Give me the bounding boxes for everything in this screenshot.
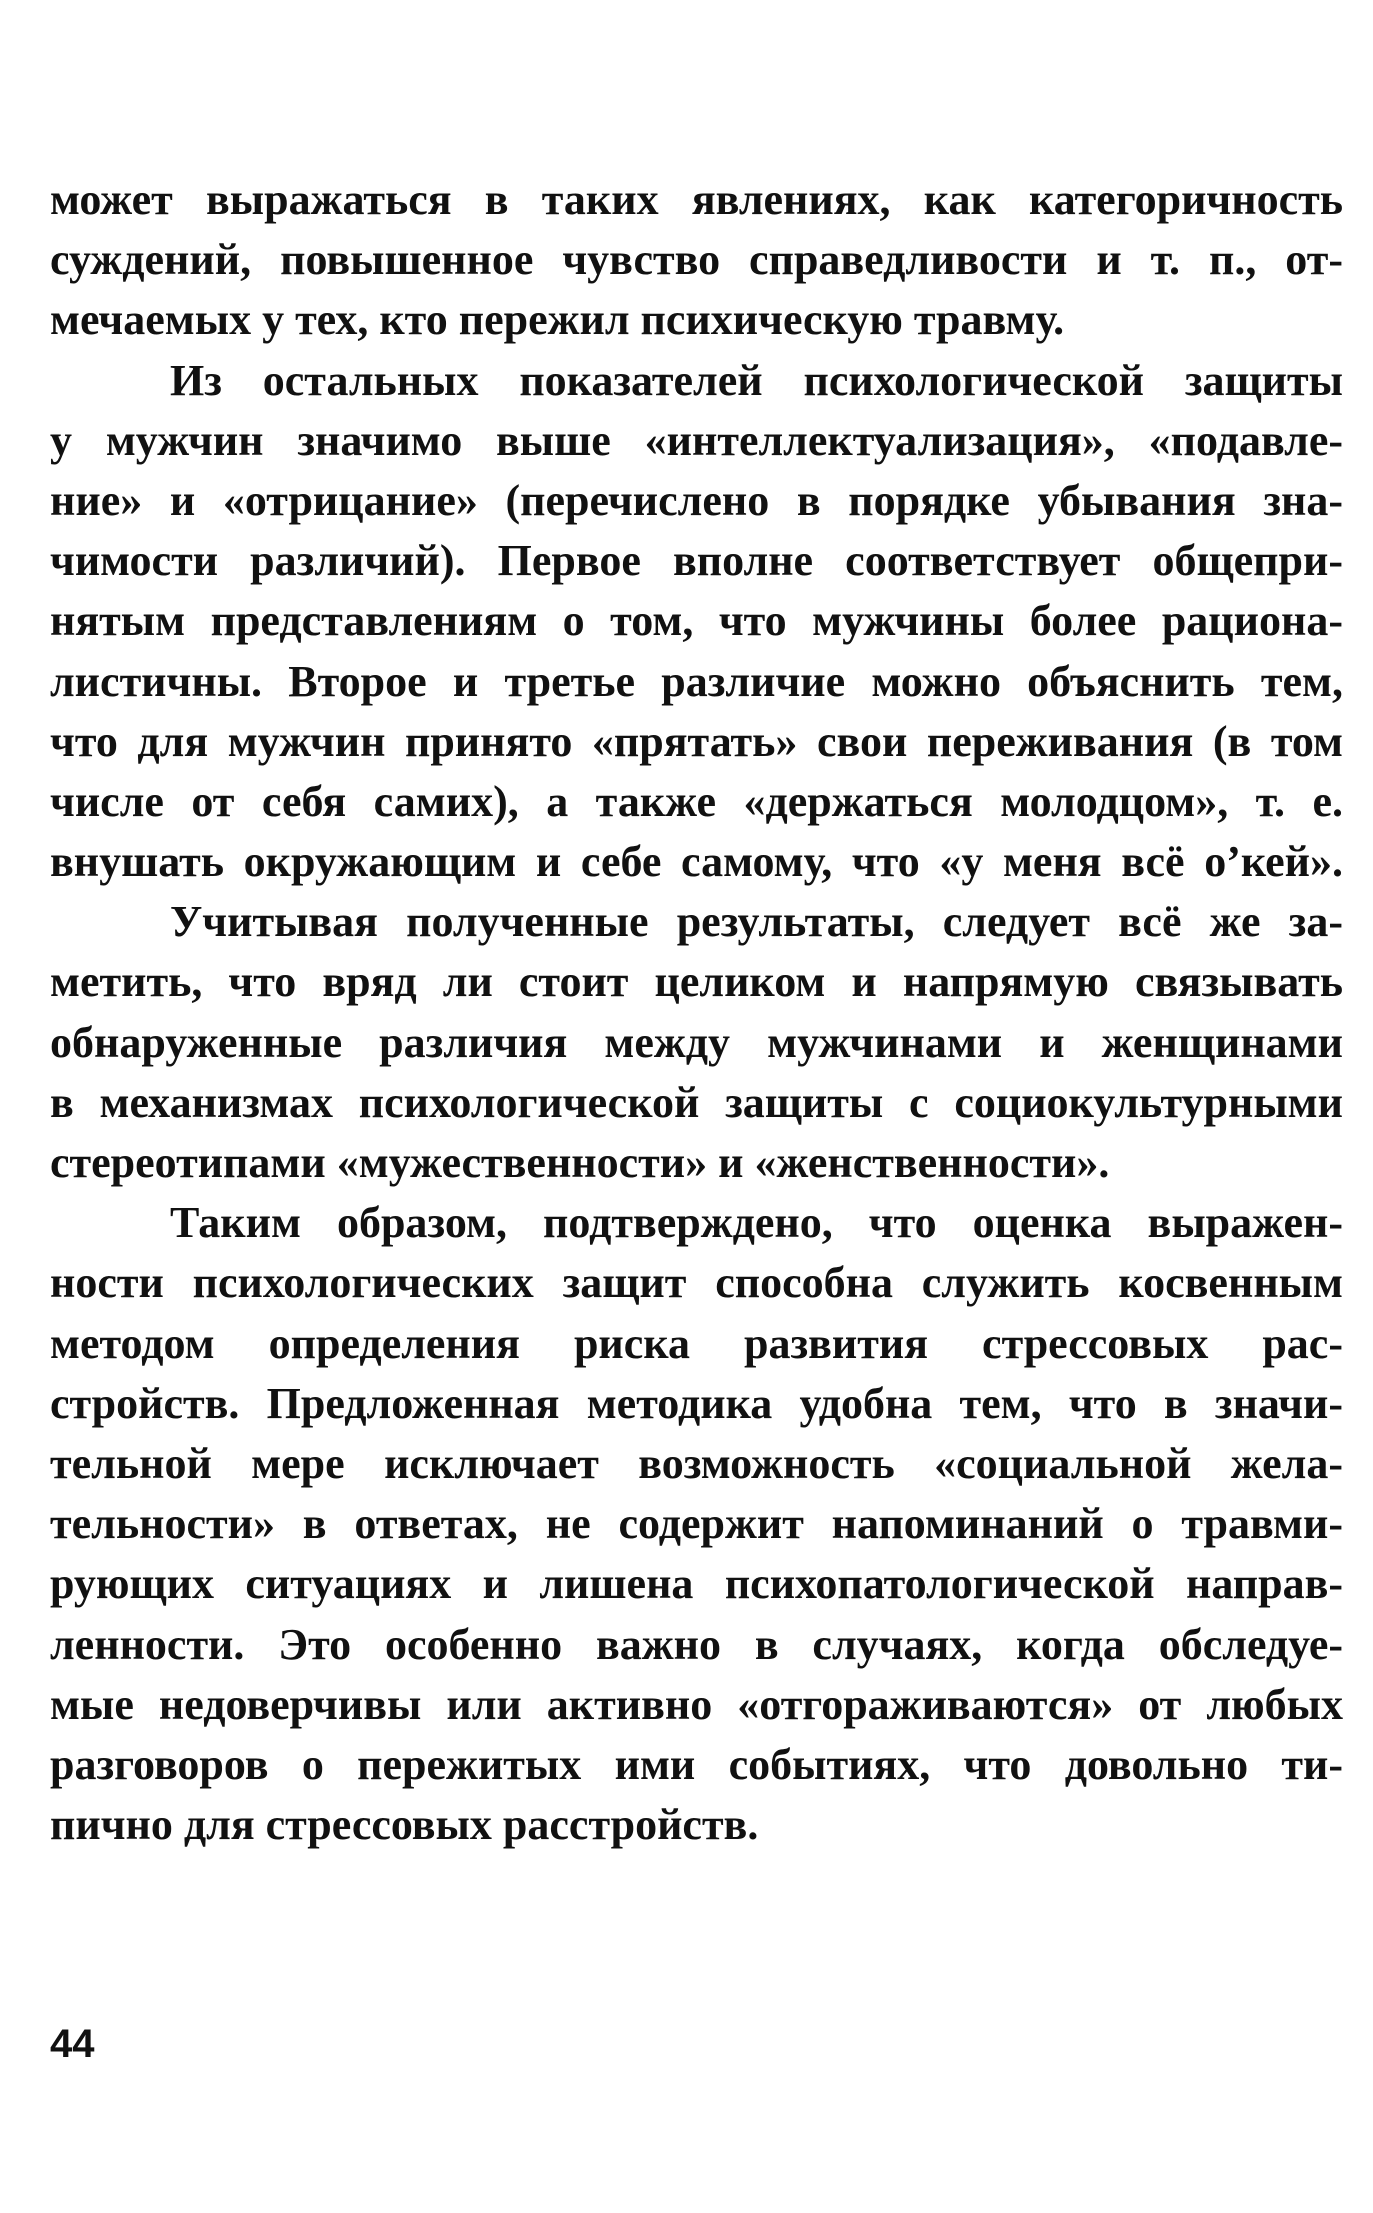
text-line: суждений, повышенное чувство справедливости и т. п., от- (50, 235, 1343, 285)
text-line: ленности. Это особенно важно в случаях, когда обследуе- (50, 1619, 1343, 1669)
text-line: пично для стрессовых расстройств. (50, 1800, 759, 1850)
text-line: ние» и «отрицание» (перечислено в порядке убывания зна- (50, 475, 1343, 525)
text-line: может выражаться в таких явлениях, как категоричность (50, 175, 1343, 224)
text-line: мые недоверчивы или активно «отгораживаются» от любых (50, 1679, 1343, 1729)
text-line: стереотипами «мужественности» и «женственности». (50, 1138, 1110, 1187)
body-text (50, 170, 1343, 1855)
text-line: внушать окружающим и себе самому, что «у меня всё о’кей». (50, 837, 1343, 887)
text-line: в механизмах психологической защиты с социокультурными (50, 1077, 1343, 1127)
text-line: числе от себя самих), а также «держаться молодцом», т. е. (50, 776, 1343, 826)
text-line: чимости различий). Первое вполне соответствует общепри- (50, 536, 1343, 586)
text-line: стройств. Предложенная методика удобна тем, что в значи- (50, 1378, 1343, 1428)
text-line: что для мужчин принято «прятать» свои переживания (в том (50, 716, 1343, 766)
paragraph-start-line: Таким образом, подтверждено, что оценка выражен- (170, 1198, 1343, 1248)
text-line: листичны. Второе и третье различие можно объяснить тем, (50, 656, 1343, 706)
text-line: ности психологических защит способна служить косвенным (50, 1258, 1343, 1308)
paragraph-start-line: Учитывая полученные результаты, следует всё же за- (170, 897, 1343, 947)
paragraph-start-line: Из остальных показателей психологической защиты (170, 355, 1343, 405)
text-line: обнаруженные различия между мужчинами и женщинами (50, 1017, 1343, 1067)
text-line: рующих ситуациях и лишена психопатологической направ- (50, 1559, 1343, 1609)
text-line: мечаемых у тех, кто пережил психическую травму. (50, 295, 1065, 345)
page-number: 44 (50, 2022, 95, 2066)
text-line: метить, что вряд ли стоит целиком и напрямую связывать (50, 957, 1343, 1007)
text-line: методом определения риска развития стрессовых рас- (50, 1318, 1343, 1368)
text-line: тельности» в ответах, не содержит напоминаний о травми- (50, 1499, 1343, 1549)
text-line: разговоров о пережитых ими событиях, что довольно ти- (50, 1739, 1343, 1789)
text-line: у мужчин значимо выше «интеллектуализация», «подавле- (50, 415, 1343, 465)
text-line: нятым представлениям о том, что мужчины более рациона- (50, 596, 1343, 646)
text-line: тельной мере исключает возможность «социальной жела- (50, 1438, 1343, 1488)
